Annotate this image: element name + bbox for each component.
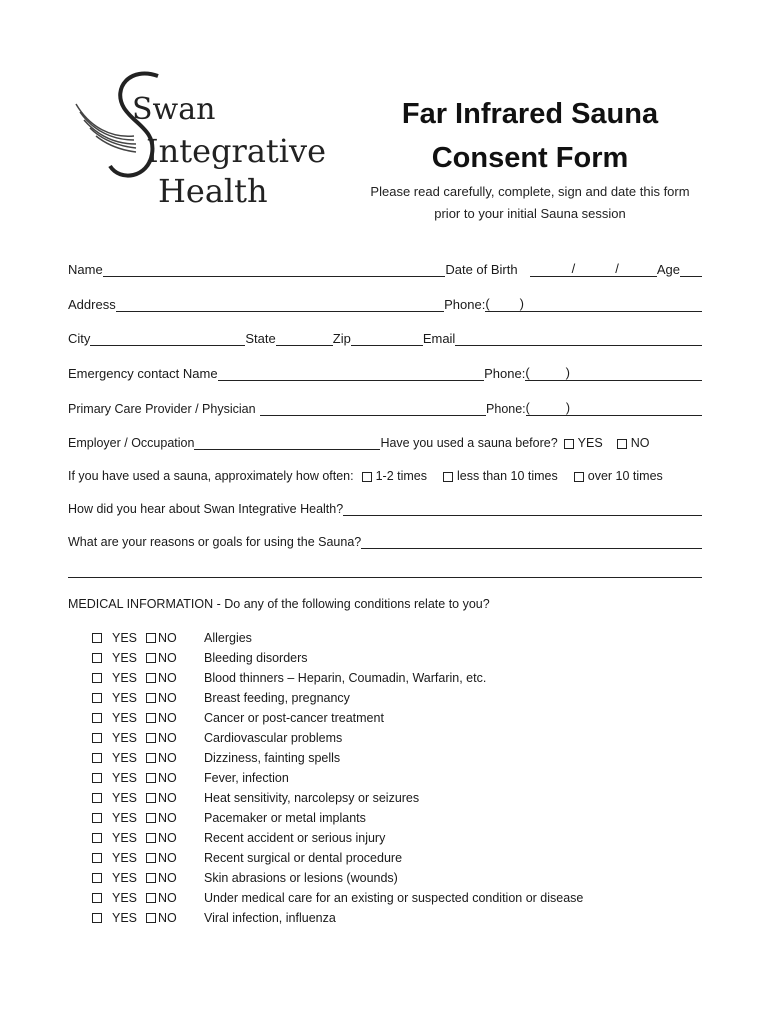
condition-yes <box>92 711 146 725</box>
condition-label: Dizziness, fainting spells <box>204 751 341 765</box>
condition-row <box>92 648 583 668</box>
pcp-area-field[interactable] <box>530 401 566 416</box>
condition-no-checkbox[interactable] <box>146 773 156 783</box>
condition-label: Fever, infection <box>204 771 289 785</box>
instructions-line2: prior to your initial Sauna session <box>434 206 626 221</box>
condition-yes <box>92 671 146 685</box>
condition-no-checkbox[interactable] <box>146 693 156 703</box>
condition-row <box>92 768 583 788</box>
pcp-phone-field[interactable] <box>570 401 702 416</box>
condition-yes-label: YES <box>112 731 138 745</box>
condition-yes-checkbox[interactable] <box>92 733 102 743</box>
condition-yes <box>92 831 146 845</box>
condition-no <box>146 711 204 725</box>
condition-yes <box>92 651 146 665</box>
phone-field[interactable] <box>524 297 702 312</box>
condition-yes-checkbox[interactable] <box>92 873 102 883</box>
condition-no-checkbox[interactable] <box>146 873 156 883</box>
dob-sep: / <box>571 261 576 276</box>
medical-conditions-list <box>92 628 583 928</box>
condition-no-label: NO <box>158 851 177 865</box>
condition-yes-label: YES <box>112 771 138 785</box>
condition-yes-checkbox[interactable] <box>92 913 102 923</box>
condition-yes <box>92 891 146 905</box>
condition-row <box>92 888 583 908</box>
row-employer <box>68 432 702 450</box>
instructions-line1: Please read carefully, complete, sign and date this form <box>370 184 690 199</box>
condition-yes-label: YES <box>112 631 138 645</box>
medical-heading: MEDICAL INFORMATION - Do any of the following conditions relate to you? <box>68 597 490 611</box>
condition-no-label: NO <box>158 711 177 725</box>
condition-row <box>92 808 583 828</box>
row-address <box>68 294 702 312</box>
condition-label: Recent accident or serious injury <box>204 831 386 845</box>
row-hear <box>68 498 702 516</box>
page-title-line2: Consent Form <box>431 142 629 174</box>
emergency-area-field[interactable] <box>530 366 566 381</box>
condition-yes-checkbox[interactable] <box>92 773 102 783</box>
how-often-gt10-checkbox[interactable] <box>574 472 584 482</box>
name-label: Name <box>68 262 103 277</box>
row-emergency <box>68 363 702 381</box>
condition-no <box>146 731 204 745</box>
condition-yes-checkbox[interactable] <box>92 633 102 643</box>
emergency-label: Emergency contact Name <box>68 366 218 381</box>
condition-yes-label: YES <box>112 751 138 765</box>
condition-row <box>92 628 583 648</box>
condition-yes-checkbox[interactable] <box>92 673 102 683</box>
condition-no-checkbox[interactable] <box>146 713 156 723</box>
condition-no <box>146 651 204 665</box>
condition-no-label: NO <box>158 811 177 825</box>
condition-yes-checkbox[interactable] <box>92 793 102 803</box>
emergency-phone-label: Phone: <box>484 366 526 381</box>
condition-no-checkbox[interactable] <box>146 633 156 643</box>
pcp-field[interactable] <box>260 401 486 416</box>
condition-row <box>92 848 583 868</box>
condition-row <box>92 828 583 848</box>
condition-no <box>146 871 204 885</box>
condition-yes-checkbox[interactable] <box>92 753 102 763</box>
condition-no-label: NO <box>158 671 177 685</box>
dob-month-field[interactable] <box>530 262 572 277</box>
condition-no <box>146 691 204 705</box>
condition-label: Recent surgical or dental procedure <box>204 851 403 865</box>
condition-no-label: NO <box>158 911 177 925</box>
phone-area-close: ) <box>519 296 524 311</box>
state-field[interactable] <box>276 331 333 346</box>
condition-no-label: NO <box>158 731 177 745</box>
phone-area-field[interactable] <box>490 297 520 312</box>
phone-label: Phone: <box>444 297 486 312</box>
condition-label: Viral infection, influenza <box>204 911 336 925</box>
condition-yes-checkbox[interactable] <box>92 893 102 903</box>
condition-row <box>92 908 583 928</box>
used-sauna-no-label: NO <box>630 436 650 450</box>
condition-yes <box>92 751 146 765</box>
email-label: Email <box>422 331 456 346</box>
city-field[interactable] <box>90 331 245 346</box>
condition-yes-label: YES <box>112 871 138 885</box>
condition-no-label: NO <box>158 891 177 905</box>
condition-no <box>146 771 204 785</box>
zip-label: Zip <box>332 331 351 346</box>
how-often-lt10-label: less than 10 times <box>457 469 558 483</box>
condition-no-checkbox[interactable] <box>146 753 156 763</box>
age-label: Age <box>656 262 680 277</box>
condition-yes <box>92 731 146 745</box>
condition-yes-label: YES <box>112 671 138 685</box>
how-often-label: If you have used a sauna, approximately how often: <box>68 469 354 483</box>
condition-row <box>92 688 583 708</box>
zip-field[interactable] <box>351 331 423 346</box>
condition-yes-label: YES <box>112 711 138 725</box>
condition-label: Heat sensitivity, narcolepsy or seizures <box>204 791 420 805</box>
dob-label: Date of Birth <box>445 262 518 277</box>
condition-label: Breast feeding, pregnancy <box>204 691 350 705</box>
row-goals <box>68 531 702 549</box>
condition-yes-checkbox[interactable] <box>92 853 102 863</box>
address-label: Address <box>68 297 116 312</box>
condition-yes <box>92 911 146 925</box>
condition-row <box>92 788 583 808</box>
condition-yes-label: YES <box>112 911 138 925</box>
how-often-1-2-checkbox[interactable] <box>362 472 372 482</box>
condition-row <box>92 868 583 888</box>
condition-no-checkbox[interactable] <box>146 913 156 923</box>
condition-row <box>92 748 583 768</box>
how-often-gt10-label: over 10 times <box>587 469 663 483</box>
condition-no <box>146 911 204 925</box>
name-field[interactable] <box>103 262 446 277</box>
condition-no <box>146 851 204 865</box>
how-often-lt10-checkbox[interactable] <box>443 472 453 482</box>
state-label: State <box>245 331 276 346</box>
pcp-area-open: ( <box>525 401 530 415</box>
logo-word-integrative: Integrative <box>146 132 327 170</box>
age-field[interactable] <box>680 262 702 277</box>
condition-no-checkbox[interactable] <box>146 673 156 683</box>
condition-yes-checkbox[interactable] <box>92 713 102 723</box>
condition-yes-label: YES <box>112 851 138 865</box>
condition-no-label: NO <box>158 771 177 785</box>
condition-yes-label: YES <box>112 811 138 825</box>
logo-word-health: Health <box>158 172 268 210</box>
condition-no <box>146 751 204 765</box>
condition-no-checkbox[interactable] <box>146 833 156 843</box>
email-field[interactable] <box>455 331 702 346</box>
pcp-area-close: ) <box>565 401 570 415</box>
emergency-area-open: ( <box>525 365 530 380</box>
dob-day-field[interactable] <box>575 262 615 277</box>
pcp-phone-label: Phone: <box>486 402 526 416</box>
logo-word-swan: Swan <box>132 92 216 127</box>
condition-label: Pacemaker or metal implants <box>204 811 366 825</box>
condition-no-checkbox[interactable] <box>146 653 156 663</box>
goals-field[interactable] <box>361 534 702 549</box>
condition-no-label: NO <box>158 871 177 885</box>
condition-no-checkbox[interactable] <box>146 813 156 823</box>
dob-sep: / <box>615 261 619 276</box>
used-sauna-label: Have you used a sauna before? <box>380 436 558 450</box>
condition-no-label: NO <box>158 691 177 705</box>
condition-no <box>146 811 204 825</box>
condition-no-label: NO <box>158 751 177 765</box>
condition-yes-checkbox[interactable] <box>92 653 102 663</box>
row-how-often <box>68 465 702 483</box>
page-title: Far Infrared Sauna <box>401 98 659 130</box>
condition-yes <box>92 771 146 785</box>
pcp-label: Primary Care Provider / Physician <box>68 402 256 416</box>
condition-no <box>146 791 204 805</box>
address-field[interactable] <box>116 297 444 312</box>
condition-no-label: NO <box>158 631 177 645</box>
used-sauna-yes-checkbox[interactable] <box>564 439 574 449</box>
condition-yes <box>92 871 146 885</box>
emergency-area-close: ) <box>565 365 570 380</box>
condition-yes-label: YES <box>112 831 138 845</box>
condition-yes-label: YES <box>112 651 138 665</box>
employer-label: Employer / Occupation <box>68 436 195 450</box>
city-label: City <box>68 331 91 346</box>
condition-label: Bleeding disorders <box>204 651 308 665</box>
condition-no <box>146 631 204 645</box>
condition-no <box>146 891 204 905</box>
condition-label: Cardiovascular problems <box>204 731 343 745</box>
condition-row <box>92 668 583 688</box>
condition-yes-label: YES <box>112 891 138 905</box>
condition-no-label: NO <box>158 791 177 805</box>
condition-yes-checkbox[interactable] <box>92 693 102 703</box>
condition-no-checkbox[interactable] <box>146 793 156 803</box>
used-sauna-no-checkbox[interactable] <box>617 439 627 449</box>
logo <box>72 70 327 215</box>
condition-label: Blood thinners – Heparin, Coumadin, Warfarin, etc. <box>204 671 487 685</box>
phone-area-open: ( <box>485 296 490 311</box>
employer-field[interactable] <box>194 435 380 450</box>
emergency-name-field[interactable] <box>218 366 485 381</box>
row-pcp <box>68 398 702 416</box>
condition-yes-label: YES <box>112 791 138 805</box>
condition-no-checkbox[interactable] <box>146 893 156 903</box>
condition-yes <box>92 691 146 705</box>
condition-no-label: NO <box>158 651 177 665</box>
condition-label: Allergies <box>204 631 252 645</box>
condition-no-checkbox[interactable] <box>146 853 156 863</box>
instructions <box>350 181 710 225</box>
how-often-1-2-label: 1-2 times <box>375 469 428 483</box>
dob-year-field[interactable] <box>619 262 657 277</box>
goals-field-line2[interactable] <box>68 577 702 578</box>
condition-no-label: NO <box>158 831 177 845</box>
condition-label: Skin abrasions or lesions (wounds) <box>204 871 398 885</box>
goals-label: What are your reasons or goals for using the Sauna? <box>68 535 362 549</box>
condition-no <box>146 831 204 845</box>
emergency-phone-field[interactable] <box>570 366 702 381</box>
condition-yes <box>92 851 146 865</box>
condition-no <box>146 671 204 685</box>
hear-field[interactable] <box>343 501 702 516</box>
condition-no-checkbox[interactable] <box>146 733 156 743</box>
row-city <box>68 328 702 346</box>
row-name <box>68 259 702 277</box>
condition-yes <box>92 791 146 805</box>
used-sauna-yes-label: YES <box>577 436 603 450</box>
hear-label: How did you hear about Swan Integrative Health? <box>68 502 344 516</box>
condition-label: Under medical care for an existing or suspected condition or disease <box>204 891 584 905</box>
condition-yes <box>92 811 146 825</box>
condition-yes <box>92 631 146 645</box>
condition-row <box>92 728 583 748</box>
condition-label: Cancer or post-cancer treatment <box>204 711 384 725</box>
condition-yes-checkbox[interactable] <box>92 813 102 823</box>
condition-yes-checkbox[interactable] <box>92 833 102 843</box>
condition-yes-label: YES <box>112 691 138 705</box>
condition-row <box>92 708 583 728</box>
